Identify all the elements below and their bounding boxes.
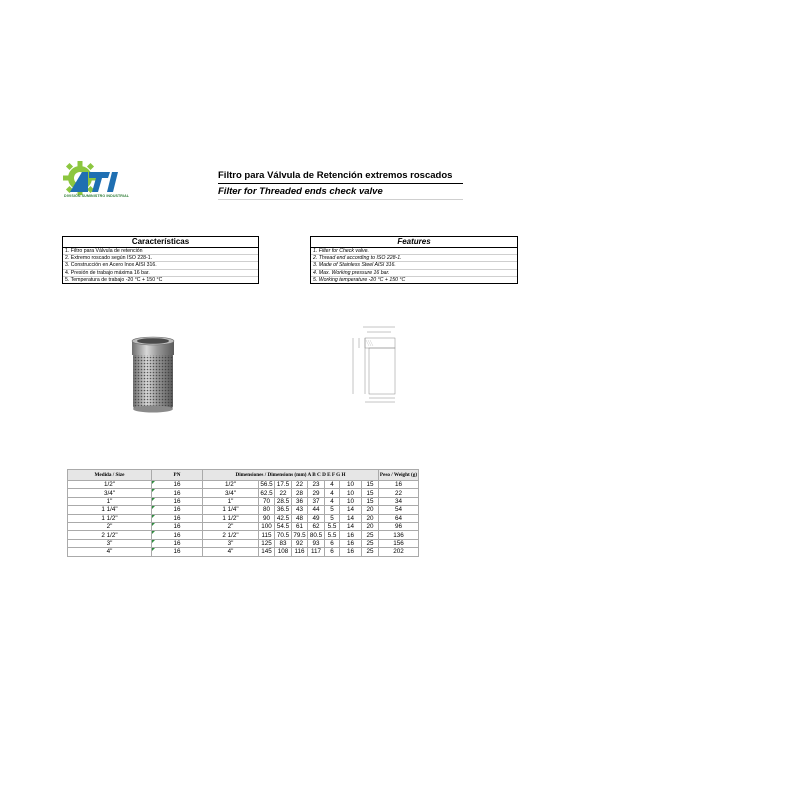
table-row <box>68 497 419 505</box>
table-cell: 62.5 <box>260 489 273 497</box>
feature-item: 3. Construcción en Acero Inox AISI 316. <box>63 262 258 269</box>
table-cell: 10 <box>340 497 362 505</box>
table-cell: 16 <box>340 531 362 539</box>
table-cell: 16 <box>152 489 203 497</box>
title-block <box>218 170 463 200</box>
table-cell: 108 <box>275 548 292 556</box>
technical-drawing <box>345 324 401 406</box>
table-cell: 16 <box>152 531 203 539</box>
dimensions-column-header: Dimensiones / Dimensions (mm) A B C D E F G H <box>203 470 379 481</box>
size-column-header: Medida / Size <box>68 470 152 481</box>
table-cell: 115 <box>259 531 275 539</box>
table-cell: 10 <box>340 489 362 497</box>
table-cell: 22 <box>292 481 308 489</box>
table-row <box>68 548 419 556</box>
table-cell: 64 <box>379 514 419 522</box>
table-cell: 61 <box>292 522 308 530</box>
table-cell: 36 <box>292 497 308 505</box>
table-row <box>68 506 419 514</box>
table-cell: 80.5 <box>308 531 325 539</box>
company-logo <box>62 158 142 208</box>
feature-item: 2. Extremo roscado según ISO 228-1. <box>63 255 258 262</box>
table-cell: 62 <box>308 522 325 530</box>
table-cell: 4" <box>68 548 152 556</box>
pn-column-header: PN <box>152 470 203 481</box>
filter-product-photo <box>128 335 178 415</box>
table-cell: 44 <box>308 506 325 514</box>
feature-item: 5. Working temperature -20 °C + 150 °C <box>313 276 406 283</box>
table-cell: 23 <box>308 481 325 489</box>
table-cell: 2" <box>68 522 152 530</box>
table-cell: 36.5 <box>275 506 292 514</box>
table-cell: 34 <box>379 497 419 505</box>
feature-item: 1. Filtro para Válvula de retención <box>63 248 258 255</box>
feature-item: 1. Filter for Check valve. <box>311 248 517 255</box>
table-cell: 80 <box>259 506 275 514</box>
table-cell: 145 <box>259 548 275 556</box>
table-cell: 3/4" <box>68 489 152 497</box>
table-cell: 16 <box>152 514 203 522</box>
table-cell: 14 <box>340 506 362 514</box>
features-header-spanish: Características <box>63 237 258 248</box>
features-box-spanish <box>62 236 259 284</box>
table-cell: 56.5 <box>260 481 273 489</box>
table-cell: 4 <box>325 497 340 505</box>
table-cell: 25 <box>362 531 379 539</box>
table-cell: 16 <box>340 539 362 547</box>
weight-column-header: Peso / Weight (g) <box>379 470 419 481</box>
table-cell: 79.5 <box>293 531 306 539</box>
table-cell: 25 <box>362 548 379 556</box>
feature-item: 5. Temperatura de trabajo -20 °C + 150 °C <box>65 276 163 283</box>
mesh-filter-icon <box>128 335 178 415</box>
feature-item: 4. Max. Working pressure 16 bar. <box>311 270 517 277</box>
table-cell: 5 <box>325 514 340 522</box>
dimension-drawing-icon <box>345 324 401 406</box>
table-cell: 3" <box>68 539 152 547</box>
table-cell: 3" <box>203 539 259 547</box>
table-cell: 17.5 <box>275 481 292 489</box>
gear-logo-icon <box>62 158 142 198</box>
table-cell: 117 <box>308 548 325 556</box>
table-cell: 16 <box>152 522 203 530</box>
table-cell: 100 <box>259 522 275 530</box>
table-cell: 125 <box>259 539 275 547</box>
table-row <box>68 531 419 539</box>
table-row <box>68 489 419 497</box>
table-cell: 14 <box>340 522 362 530</box>
table-cell: 4 <box>325 489 340 497</box>
table-cell: 43 <box>292 506 308 514</box>
table-cell: 6 <box>325 548 340 556</box>
features-header-english: Features <box>311 237 517 248</box>
table-cell: 156 <box>379 539 419 547</box>
table-cell: 16 <box>152 539 203 547</box>
table-cell: 5.5 <box>325 522 340 530</box>
table-cell: 20 <box>362 514 379 522</box>
table-cell: 42.5 <box>275 514 292 522</box>
table-cell: 16 <box>340 548 362 556</box>
table-cell: 90 <box>259 514 275 522</box>
table-cell: 4 <box>325 481 340 489</box>
table-cell: 4" <box>203 548 259 556</box>
table-cell: 49 <box>308 514 325 522</box>
table-cell: 93 <box>308 539 325 547</box>
table-cell: 29 <box>308 489 325 497</box>
table-cell: 25 <box>362 539 379 547</box>
table-cell: 37 <box>308 497 325 505</box>
table-row <box>68 514 419 522</box>
table-cell: 15 <box>362 489 379 497</box>
table-cell: 16 <box>152 548 203 556</box>
table-cell: 92 <box>292 539 308 547</box>
table-cell: 20 <box>362 522 379 530</box>
table-row <box>68 481 419 489</box>
table-cell: 22 <box>379 489 419 497</box>
table-cell: 83 <box>275 539 292 547</box>
table-cell: 15 <box>362 497 379 505</box>
table-cell: 1" <box>68 497 152 505</box>
table-cell: 16 <box>152 506 203 514</box>
table-cell: 48 <box>292 514 308 522</box>
table-cell: 20 <box>362 506 379 514</box>
table-cell: 1 1/4" <box>68 506 152 514</box>
table-cell: 54.5 <box>275 522 292 530</box>
logo-subtitle: DIVISIÓN SUMINISTRO INDUSTRIAL <box>64 194 130 198</box>
feature-item: 3. Made of Stainless Steel AISI 316. <box>311 262 517 269</box>
table-cell: 136 <box>379 531 419 539</box>
table-cell: 1" <box>203 497 259 505</box>
page-title-english: Filter for Threaded ends check valve <box>218 186 463 200</box>
table-cell: 202 <box>379 548 419 556</box>
table-cell: 28.5 <box>275 497 292 505</box>
table-cell: 54 <box>379 506 419 514</box>
table-cell: 2 1/2" <box>68 531 152 539</box>
table-cell: 70.5 <box>275 531 292 539</box>
features-box-english <box>310 236 518 284</box>
table-cell: 1 1/4" <box>203 506 259 514</box>
table-cell: 2 1/2" <box>203 531 259 539</box>
feature-item: 4. Presión de trabajo máxima 16 bar. <box>63 270 258 277</box>
table-cell: 16 <box>152 497 203 505</box>
table-cell: 5 <box>325 506 340 514</box>
table-cell: 116 <box>292 548 308 556</box>
table-cell: 1 1/2" <box>203 514 259 522</box>
table-cell: 1/2" <box>68 481 152 489</box>
table-cell: 6 <box>325 539 340 547</box>
table-cell: 28 <box>292 489 308 497</box>
table-cell: 70 <box>259 497 275 505</box>
table-cell: 2" <box>203 522 259 530</box>
table-cell: 22 <box>275 489 292 497</box>
table-cell: 3/4" <box>203 489 259 497</box>
feature-item: 2. Thread end according to ISO 228-1. <box>311 255 517 262</box>
table-cell: 16 <box>379 481 419 489</box>
table-cell: 16 <box>152 481 203 489</box>
table-cell: 10 <box>340 481 362 489</box>
table-row <box>68 522 419 530</box>
table-cell: 1 1/2" <box>68 514 152 522</box>
table-row <box>68 539 419 547</box>
table-header-row <box>68 470 419 481</box>
table-cell: 14 <box>340 514 362 522</box>
table-cell: 1/2" <box>203 481 259 489</box>
table-cell: 96 <box>379 522 419 530</box>
table-cell: 15 <box>362 481 379 489</box>
page-title-spanish: Filtro para Válvula de Retención extremos roscados <box>218 170 463 184</box>
table-cell: 5.5 <box>325 531 340 539</box>
dimensions-table <box>67 469 419 557</box>
